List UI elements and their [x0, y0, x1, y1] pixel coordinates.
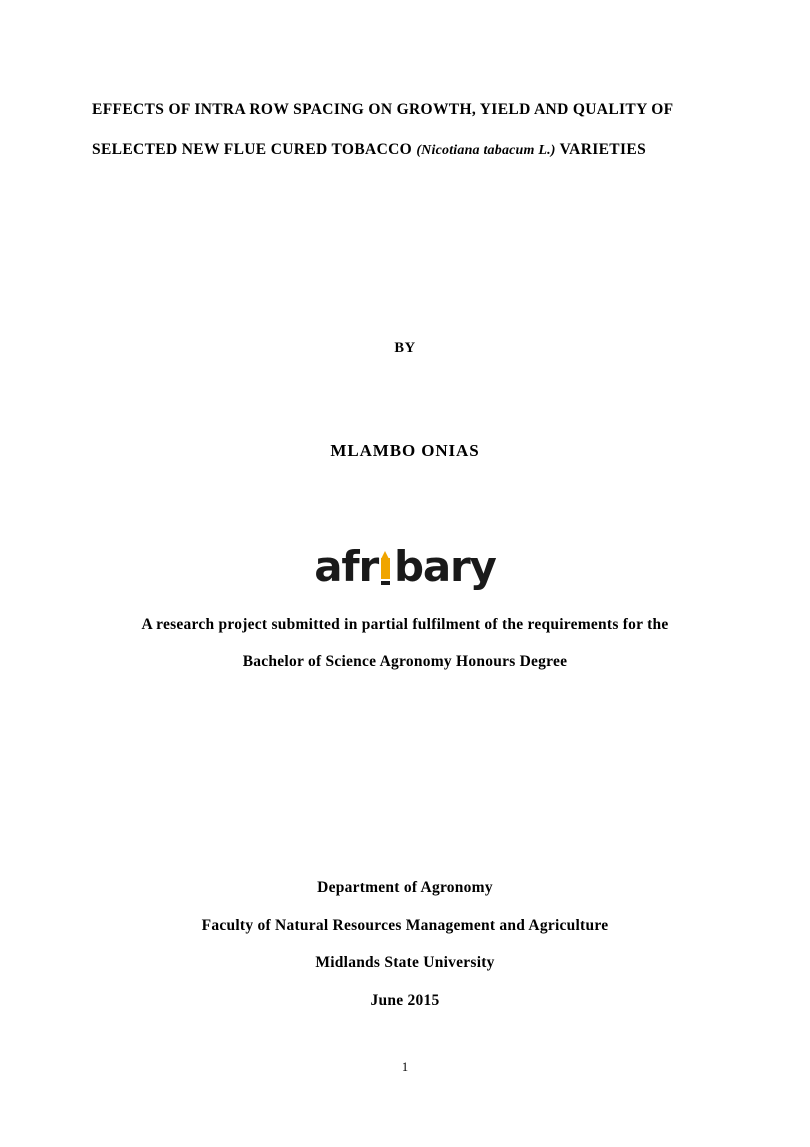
species-name: (Nicotiana tabacum L.) [416, 143, 556, 158]
submission-line-1: A research project submitted in partial fulfilment of the requirements for the [141, 616, 669, 633]
page-number: 1 [401, 1060, 409, 1074]
by-label: BY [394, 340, 416, 356]
department-line: Department of Agronomy [317, 879, 493, 896]
title-line-2-text: SELECTED NEW FLUE CURED TOBACCO [92, 141, 413, 158]
submission-statement [0, 606, 810, 680]
logo-wordmark [314, 543, 495, 591]
title-line-2 [92, 130, 718, 171]
logo-text-before: afr [314, 542, 379, 591]
title-line-1: EFFECTS OF INTRA ROW SPACING ON GROWTH, YIELD AND QUALITY OF [92, 101, 674, 118]
title-line-2-suffix: VARIETIES [559, 141, 647, 158]
afribary-logo [0, 543, 810, 591]
logo-text-after: bary [394, 542, 496, 591]
author-name: MLAMBO ONIAS [330, 441, 480, 460]
submission-line-2: Bachelor of Science Agronomy Honours Degree [242, 653, 568, 670]
university-line: Midlands State University [315, 954, 495, 971]
date-line: June 2015 [370, 991, 440, 1009]
institution-block [0, 869, 810, 1019]
faculty-line: Faculty of Natural Resources Management and Agriculture [201, 916, 609, 934]
document-title [92, 90, 718, 171]
pencil-icon [379, 551, 392, 585]
